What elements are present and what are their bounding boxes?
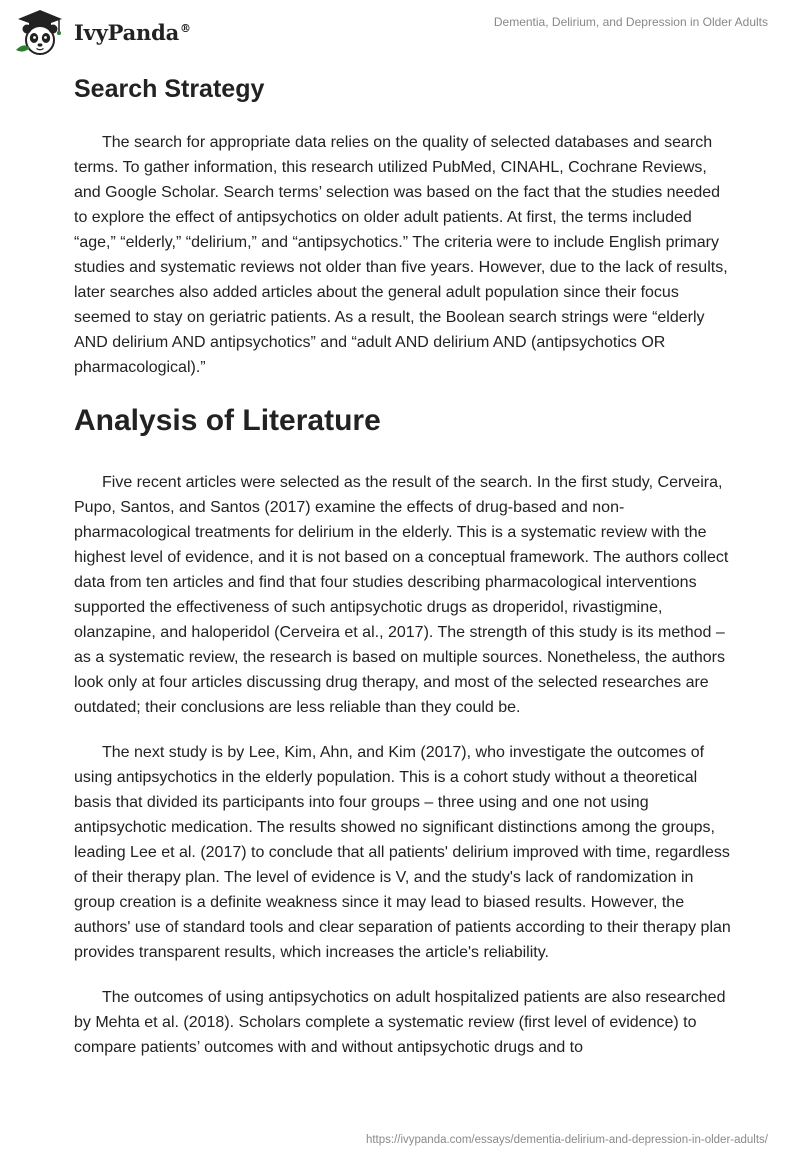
paragraph-analysis-3: The outcomes of using antipsychotics on adult hospitalized patients are also researched by Mehta et al. (2018). Scholars complete a systematic review (first level of evidence) to compare patients’ outcomes with and without antipsychotic drugs and to — [74, 989, 726, 1056]
brand-name-text: IvyPanda — [74, 19, 180, 45]
panda-logo-icon — [14, 8, 66, 56]
article-body — [74, 74, 734, 1060]
registered-mark: ® — [180, 21, 191, 35]
paragraph-search-strategy: The search for appropriate data relies on the quality of selected databases and search terms. To gather information, this research utilized PubMed, CINAHL, Cochrane Reviews, and Google Scholar. Search terms’ selection was based on the fact that the studies needed to explore the effect of antipsychotics on older adult patients. At first, the terms included “age,” “elderly,” “delirium,” and “antipsychotics.” The criteria were to include English primary studies and systematic reviews not older than five years. However, due to the lack of results, later searches also added articles about the general adult population since their focus seemed to stay on geriatric patients. As a result, the Boolean search strings were “elderly AND delirium AND antipsychotics” and “adult AND delirium AND (antipsychotics OR pharmacological).” — [74, 134, 728, 376]
page-header — [0, 0, 800, 62]
document-title: Dementia, Delirium, and Depression in Older Adults — [493, 15, 768, 29]
paragraph-analysis-2: The next study is by Lee, Kim, Ahn, and Kim (2017), who investigate the outcomes of using antipsychotics in the elderly population. This is a cohort study without a theoretical basis that divided its participants into four groups – three using and one not using antipsychotic medication. The results showed no significant distinctions among the groups, leading Lee et al. (2017) to conclude that all patients' delirium improved with time, regardless of their therapy plan. The level of evidence is V, and the study's lack of randomization in group creation is a definite weakness since it may lead to biased results. However, the authors' use of standard tools and clear separation of patients according to their therapy plan provides transparent results, which increases the article's reliability. — [74, 744, 731, 961]
footer-source-link[interactable]: https://ivypanda.com/essays/dementia-delirium-and-depression-in-older-adults/ — [365, 1134, 768, 1146]
heading-search-strategy: Search Strategy — [74, 75, 265, 103]
paragraph-analysis-1: Five recent articles were selected as the result of the search. In the first study, Cerveira, Pupo, Santos, and Santos (2017) examine the effects of drug-based and non-pharmacological treatments for delirium in the elderly. This is a systematic review with the highest level of evidence, and it is not based on a conceptual framework. The authors collect data from ten articles and find that four studies describing pharmacological interventions supported the effectiveness of such antipsychotic drugs as droperidol, rivastigmine, olanzapine, and haloperidol (Cerveira et al., 2017). The strength of this study is its method – as a systematic review, the research is based on multiple sources. Nonetheless, the authors look only at four articles discussing drug therapy, and most of the selected researches are outdated; their conclusions are less reliable than they could be. — [74, 474, 729, 716]
brand-logo[interactable] — [14, 8, 191, 56]
heading-analysis-of-literature: Analysis of Literature — [74, 404, 381, 437]
brand-name — [74, 20, 191, 45]
